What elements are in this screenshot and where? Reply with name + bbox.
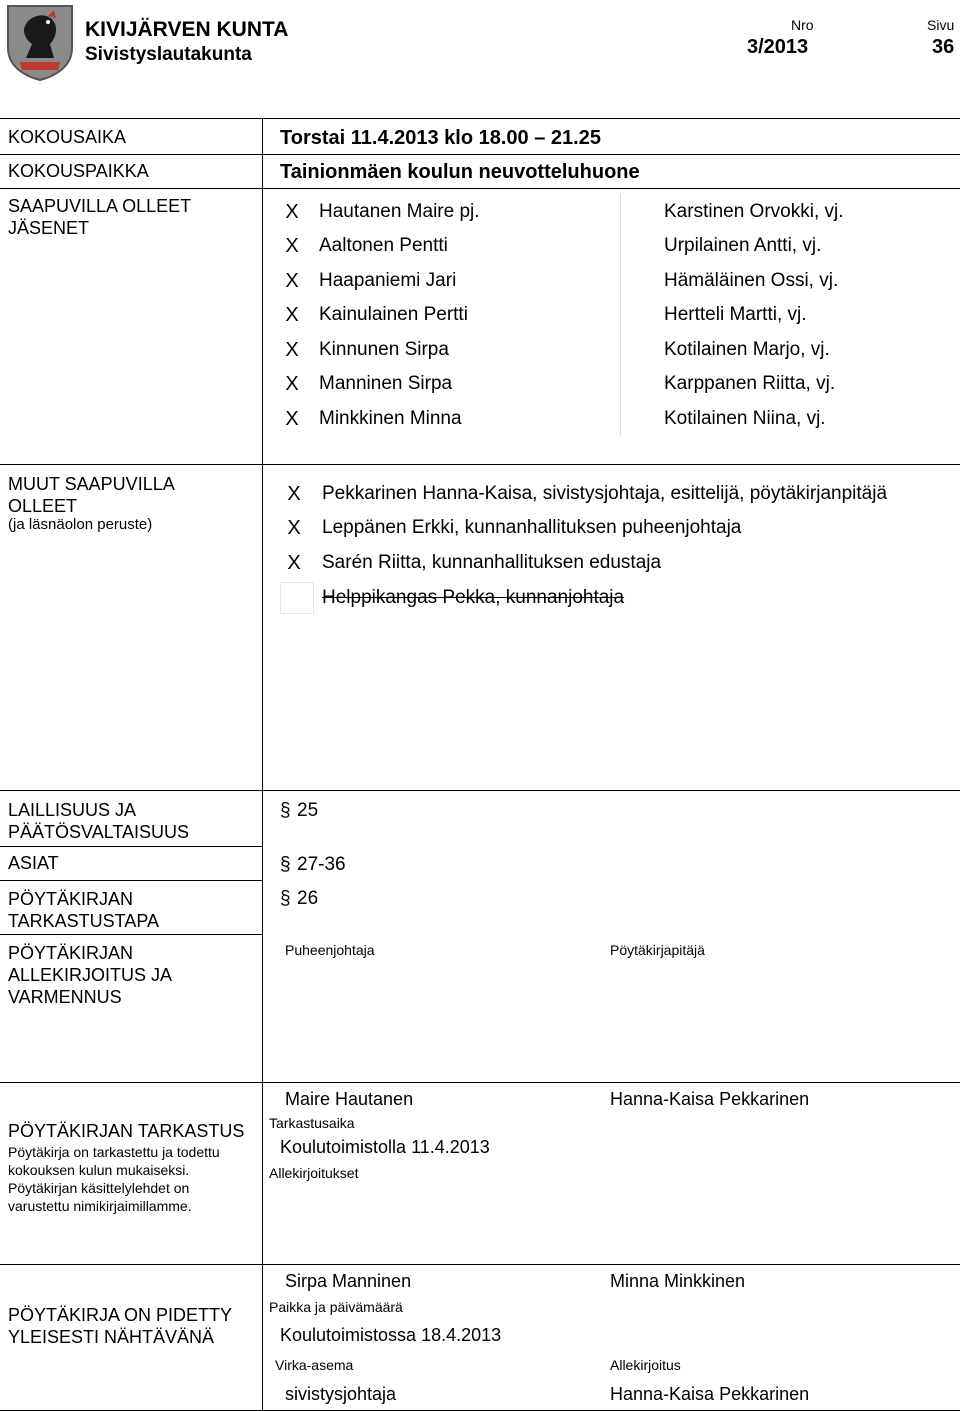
nro-label: Nro (791, 17, 814, 33)
row-divider (0, 154, 960, 155)
paragraph-symbol: § (280, 888, 291, 909)
deputy-name: Urpilainen Antti, vj. (664, 235, 822, 256)
row-divider (0, 880, 262, 881)
signing-label: PÖYTÄKIRJAN ALLEKIRJOITUS JA VARMENNUS (8, 943, 172, 1007)
row-divider (0, 1082, 960, 1083)
member-name: Kainulainen Pertti (319, 304, 468, 325)
legality-label: LAILLISUUS JA PÄÄTÖSVALTAISUUS (8, 800, 190, 842)
meeting-time-value: Torstai 11.4.2013 klo 18.00 – 21.25 (280, 127, 601, 149)
chair-name: Maire Hautanen (285, 1089, 414, 1109)
signature-value: Hanna-Kaisa Pekkarinen (610, 1384, 810, 1404)
review-time-value: Koulutoimistolla 11.4.2013 (280, 1137, 490, 1157)
paragraph-symbol: § (280, 854, 291, 875)
attendance-mark: X (287, 483, 301, 505)
member-name: Haapaniemi Jari (319, 270, 457, 291)
deputy-name: Karppanen Riitta, vj. (664, 373, 836, 394)
row-divider (0, 790, 960, 791)
secretary-name: Hanna-Kaisa Pekkarinen (610, 1089, 810, 1109)
deputy-column-divider (620, 194, 621, 436)
secretary-label: Pöytäkirjapitäjä (610, 942, 705, 958)
others-label: MUUT SAAPUVILLA OLLEET (8, 474, 174, 516)
attendance-mark: X (285, 304, 299, 326)
position-label: Virka-asema (275, 1357, 354, 1373)
meeting-time-label: KOKOUSAIKA (8, 127, 127, 147)
member-name: Hautanen Maire pj. (319, 201, 480, 222)
attendee-text: Pekkarinen Hanna-Kaisa, sivistysjohtaja, esittelijä, pöytäkirjanpitäjä (322, 483, 888, 504)
sivu-value: 36 (932, 36, 955, 58)
deputy-name: Kotilainen Niina, vj. (664, 408, 826, 429)
legality-value: 25 (297, 800, 319, 821)
attendee-text: Leppänen Erkki, kunnanhallituksen puheenjohtaja (322, 517, 742, 538)
sivu-label: Sivu (927, 17, 955, 33)
row-divider (0, 464, 960, 465)
row-divider (0, 1264, 960, 1265)
member-name: Minkkinen Minna (319, 408, 462, 429)
public-display-label: PÖYTÄKIRJA ON PIDETTY YLEISESTI NÄHTÄVÄNÄ (8, 1305, 232, 1347)
attendance-mark: X (285, 270, 299, 292)
meeting-place-label: KOKOUSPAIKKA (8, 161, 149, 181)
department-name: Sivistyslautakunta (85, 44, 252, 65)
attendance-mark: X (285, 408, 299, 430)
meeting-place-value: Tainionmäen koulun neuvotteluhuone (280, 161, 640, 183)
row-divider (0, 934, 262, 935)
column-divider (262, 118, 263, 1411)
review-time-label: Tarkastusaika (269, 1115, 355, 1131)
row-divider (0, 846, 262, 847)
chair-label: Puheenjohtaja (285, 942, 375, 958)
municipality-crest (4, 4, 76, 82)
crest-icon (4, 4, 76, 82)
matters-value: 27-36 (297, 854, 346, 875)
deputy-name: Hertteli Martti, vj. (664, 304, 807, 325)
review-method-value: 26 (297, 888, 319, 909)
members-label: SAAPUVILLA OLLEET JÄSENET (8, 196, 191, 238)
attendee-text: Helppikangas Pekka, kunnanjohtaja (322, 587, 625, 608)
nro-value: 3/2013 (747, 36, 809, 58)
table-top-border (0, 118, 960, 119)
attendance-mark: X (287, 517, 301, 539)
attendance-mark: X (285, 373, 299, 395)
review-label: PÖYTÄKIRJAN TARKASTUS (8, 1121, 245, 1141)
signature-label: Allekirjoitus (610, 1357, 681, 1373)
attendance-mark: X (285, 339, 299, 361)
attendance-mark: X (285, 235, 299, 257)
attendance-mark: X (287, 552, 301, 574)
municipality-name: KIVIJÄRVEN KUNTA (85, 18, 289, 41)
attendance-mark (279, 582, 309, 614)
signer-name: Sirpa Manninen (285, 1271, 412, 1291)
others-sublabel: (ja läsnäolon peruste) (8, 516, 153, 533)
paragraph-symbol: § (280, 800, 291, 821)
attendance-mark: X (285, 201, 299, 223)
member-name: Manninen Sirpa (319, 373, 453, 394)
attendee-text: Sarén Riitta, kunnanhallituksen edustaja (322, 552, 662, 573)
deputy-name: Kotilainen Marjo, vj. (664, 339, 830, 360)
deputy-name: Karstinen Orvokki, vj. (664, 201, 844, 222)
review-method-label: PÖYTÄKIRJAN TARKASTUSTAPA (8, 889, 160, 931)
member-name: Aaltonen Pentti (319, 235, 448, 256)
deputy-name: Hämäläinen Ossi, vj. (664, 270, 839, 291)
position-value: sivistysjohtaja (285, 1384, 397, 1404)
review-description: Pöytäkirja on tarkastettu ja todettu kokouksen kulun mukaiseksi. Pöytäkirjan käsittelylehdet on varustettu nimikirjaimillamme. (8, 1144, 220, 1214)
member-name: Kinnunen Sirpa (319, 339, 449, 360)
place-date-value: Koulutoimistossa 18.4.2013 (280, 1325, 502, 1345)
signer-name: Minna Minkkinen (610, 1271, 746, 1291)
place-date-label: Paikka ja päivämäärä (269, 1299, 403, 1315)
matters-label: ASIAT (8, 853, 59, 873)
signatures-label: Allekirjoitukset (269, 1165, 359, 1181)
row-divider (0, 188, 960, 189)
